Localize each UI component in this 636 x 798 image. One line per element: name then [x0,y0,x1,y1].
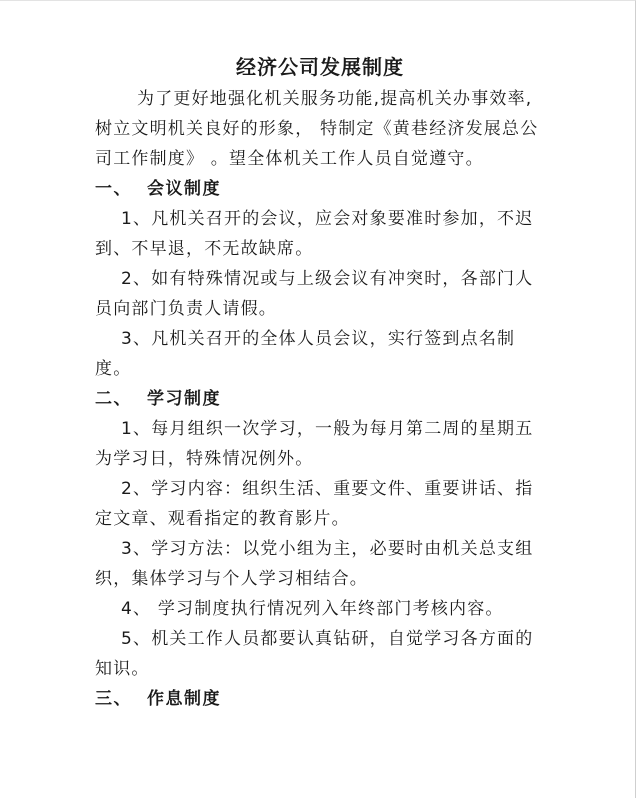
section-title: 作息制度 [147,689,221,709]
list-item: 1、每月组织一次学习，一般为每月第二周的星期五为学习日，特殊情况例外。 [95,419,534,469]
section-number: 二、 [95,389,132,409]
list-item: 3、凡机关召开的全体人员会议，实行签到点名制度。 [95,329,516,379]
document-title: 经济公司发展制度 [236,55,404,79]
list-item: 3、学习方法：以党小组为主，必要时由机关总支组织，集体学习与个人学习相结合。 [95,539,534,589]
section-study [95,384,545,684]
intro-paragraph: 为了更好地强化机关服务功能,提高机关办事效率,树立文明机关良好的形象， 特制定《黄巷经济发展总公司工作制度》 。望全体机关工作人员自觉遵守。 [95,89,539,169]
section-heading [95,384,545,414]
section-heading [95,684,545,714]
list-item: 2、如有特殊情况或与上级会议有冲突时，各部门人员向部门负责人请假。 [95,269,534,319]
section-meeting [95,174,545,384]
list-item: 4、 学习制度执行情况列入年终部门考核内容。 [121,599,504,619]
section-number: 三、 [95,689,132,709]
list-item: 2、学习内容：组织生活、重要文件、重要讲话、指定文章、观看指定的教育影片。 [95,479,534,529]
document-body [95,53,545,714]
section-schedule [95,684,545,714]
list-item: 1、凡机关召开的会议，应会对象要准时参加，不迟到、不早退，不无故缺席。 [95,209,534,259]
list-item: 5、机关工作人员都要认真钻研，自觉学习各方面的知识。 [95,629,534,679]
section-heading [95,174,545,204]
section-number: 一、 [95,179,132,199]
section-title: 会议制度 [147,179,221,199]
section-title: 学习制度 [147,389,221,409]
